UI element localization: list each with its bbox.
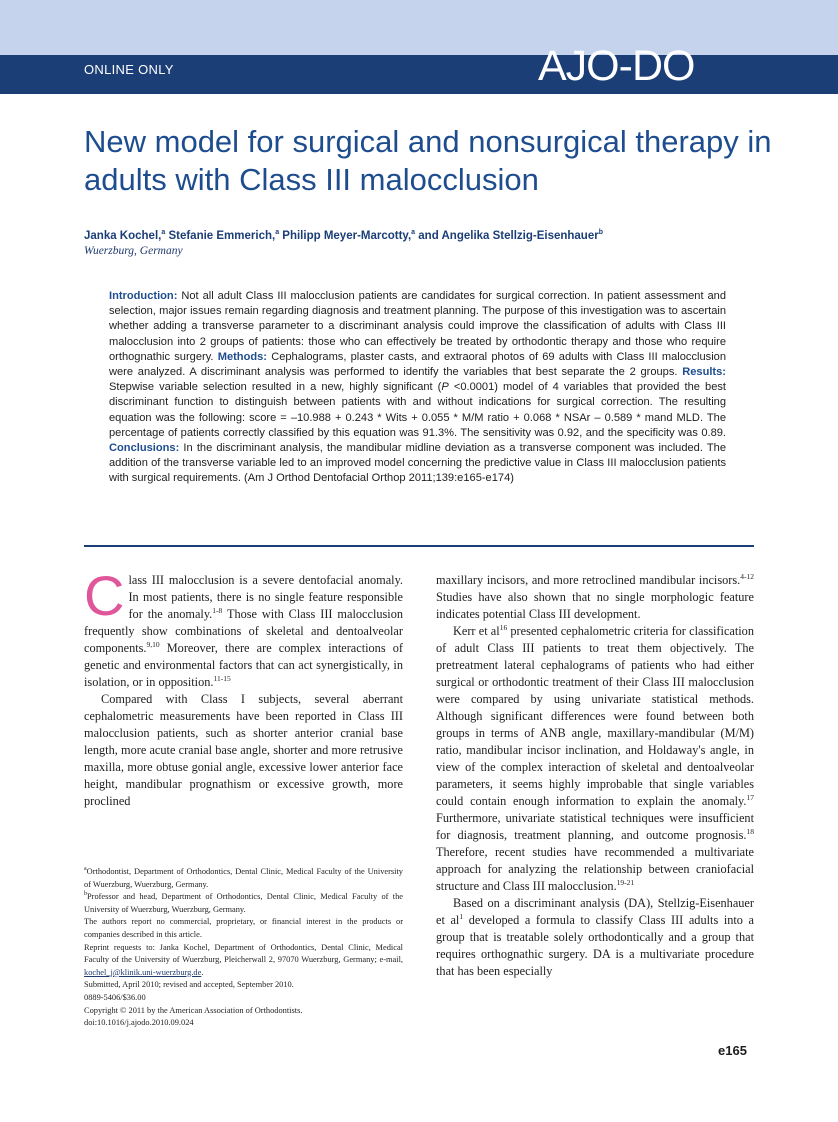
body-column-left [84, 564, 404, 810]
body-paragraph: Compared with Class I subjects, several aberrant cephalometric measurements have been reported in Class III malocclusion patients, such as shorter anterior cranial base length, more acute cranial base angle, shorter and more retrusive maxilla, more obtuse gonial angle, excessive lower anterior face height, mandibular prognathism or excessive growth, more proclined [84, 692, 403, 808]
abstract-label-methods: Methods: [217, 350, 268, 363]
footnote-affiliation-a: $^a$Orthodontist, Department of Orthodontics, Dental Clinic, Medical Faculty of the University of Wuerzburg, Wuerzburg, Germany. [84, 866, 403, 889]
footnotes [84, 866, 403, 1030]
footnote-price: 0889-5406/$36.00 [84, 992, 146, 1002]
journal-logo: AJO-DO [538, 42, 695, 90]
section-divider [84, 545, 754, 547]
header-band-light [0, 0, 838, 55]
body-paragraph: Based on a discriminant analysis (DA), Stellzig-Eisenhauer et $al^1$ developed a formula to classify Class III adults into a group that is treatable solely orthodontically and a group that requires orthognathic surgery. DA is a multivariate procedure that has been especially [436, 896, 755, 978]
abstract-label-introduction: Introduction: [109, 290, 178, 302]
footnote-reprint: Reprint requests to: Janka Kochel, Department of Orthodontics, Dental Clinic, Medical Faculty of the University of Wuerzburg, Pleicherwall 2, 97070 Wuerzburg, Germany; e-mail, kochel_j@klinik.uni-wuerzburg.de. [84, 942, 403, 977]
drop-cap: C [84, 564, 125, 627]
page-number: e165 [718, 1043, 747, 1058]
footnote-copyright: Copyright © 2011 by the American Association of Orthodontists. [84, 1005, 303, 1015]
author-name: Janka Kochel, [84, 229, 162, 242]
author-list: Janka Kochel,$^a$ Stefanie Emmerich,$^a$ Philipp Meyer-Marcotty,$^a$ and Angelika Stellzig-Eisenhauer$^b$ [84, 229, 603, 242]
author-name: Philipp Meyer-Marcotty, [282, 229, 412, 242]
footnote-doi: doi:10.1016/j.ajodo.2010.09.024 [84, 1018, 194, 1028]
abstract-label-results: Results: [682, 366, 726, 379]
body-paragraph: maxillary incisors, and more retroclined mandibular incisors.$^{4-12}$ Studies have also shown that no single morphologic feature indicates potential Class III development. [436, 571, 754, 621]
body-paragraph: Class III malocclusion is a severe dentofacial anomaly. In most patients, there is no single feature responsible for the anomaly.$^{1-8}$ Those with Class III malocclusion frequently show combinations of skeletal and dentoalveolar components.$^{9,10}$ Moreover, there are complex interactions of genetic and environmental factors that can act synergistically, in isolation, or in opposition.$^{11-15}$ [84, 564, 404, 689]
abstract-label-conclusions: Conclusions: [109, 442, 180, 455]
online-only-label: ONLINE ONLY [84, 62, 174, 77]
author-location: Wuerzburg, Germany [84, 245, 183, 257]
footnote-conflict: The authors report no commercial, proprietary, or financial interest in the products or companies described in this article. [84, 917, 403, 939]
footnote-submitted: Submitted, April 2010; revised and accepted, September 2010. [84, 980, 294, 990]
author-name: and Angelika Stellzig-Eisenhauer [418, 229, 599, 242]
body-column-right [436, 572, 754, 980]
footnote-affiliation-b: $^b$Professor and head, Department of Orthodontics, Dental Clinic, Medical Faculty of the University of Wuerzburg, Wuerzburg, Germany. [84, 891, 403, 914]
email-link[interactable]: kochel_j@klinik.uni-wuerzburg.de [84, 967, 202, 977]
author-name: Stefanie Emmerich, [168, 229, 276, 242]
article-title: New model for surgical and nonsurgical therapy in adults with Class III malocclusion [84, 124, 772, 197]
abstract: Introduction: Not all adult Class III malocclusion patients are candidates for surgical correction. In patient assessment and selection, major issues remain regarding diagnosis and treatment planning. The purpose of this investigation was to ascertain whether adding a transverse parameter to a discriminant analysis could improve the classification of adults with Class III malocclusion into 2 groups of patients: those who can effectively be treated by orthodontic therapy and those who require orthognathic surgery. Methods: Cephalograms, plaster casts, and extraoral photos of 69 adults with Class III malocclusion were analyzed. A discriminant analysis was performed to identify the variables that best separate the 2 groups. Results: Stepwise variable selection resulted in a new, highly significant (P <0.0001) model of 4 variables that provided the best discriminant function to distinguish between patients with and without indications for surgical correction. The resulting equation was the following: score = –10.988 + 0.243 * Wits + 0.055 * M/M ratio + 0.068 * NSAr – 0.589 * mand MLD. The percentage of patients correctly classified by this equation was 91.3%. The sensitivity was 0.92, and the specificity was 0.89. Conclusions: In the discriminant analysis, the mandibular midline deviation as a transverse component was included. The addition of the transverse variable led to an improved model concerning the predictive value in Class III malocclusion patients with surgical requirements. (Am J Orthod Dentofacial Orthop 2011;139:e165-e174) [109, 290, 726, 485]
body-paragraph: Kerr et $al^{16}$ presented cephalometric criteria for classification of adult Class III patients to treat them objectively. The pretreatment lateral cephalograms of patients who had either surgical or orthodontic treatment of their Class III malocclusion were compared by using univariate statistical methods. Although significant differences were found between both groups in terms of ANB angle, maxillary-mandibular (M/M) ratio, mandibular incisor inclination, and Holdaway's angle, in view of the complex interaction of skeletal and dentoalveolar parameters, it seems highly improbable that single variables could contain enough information to explain the anomaly.$^{17}$ Furthermore, univariate statistical techniques were insufficient for diagnosis, treatment planning, and outcome prognosis.$^{18}$ Therefore, recent studies have recommended a multivariate approach for analyzing the relationship between craniofacial structure and Class III malocclusion.$^{19-21}$ [436, 622, 754, 893]
